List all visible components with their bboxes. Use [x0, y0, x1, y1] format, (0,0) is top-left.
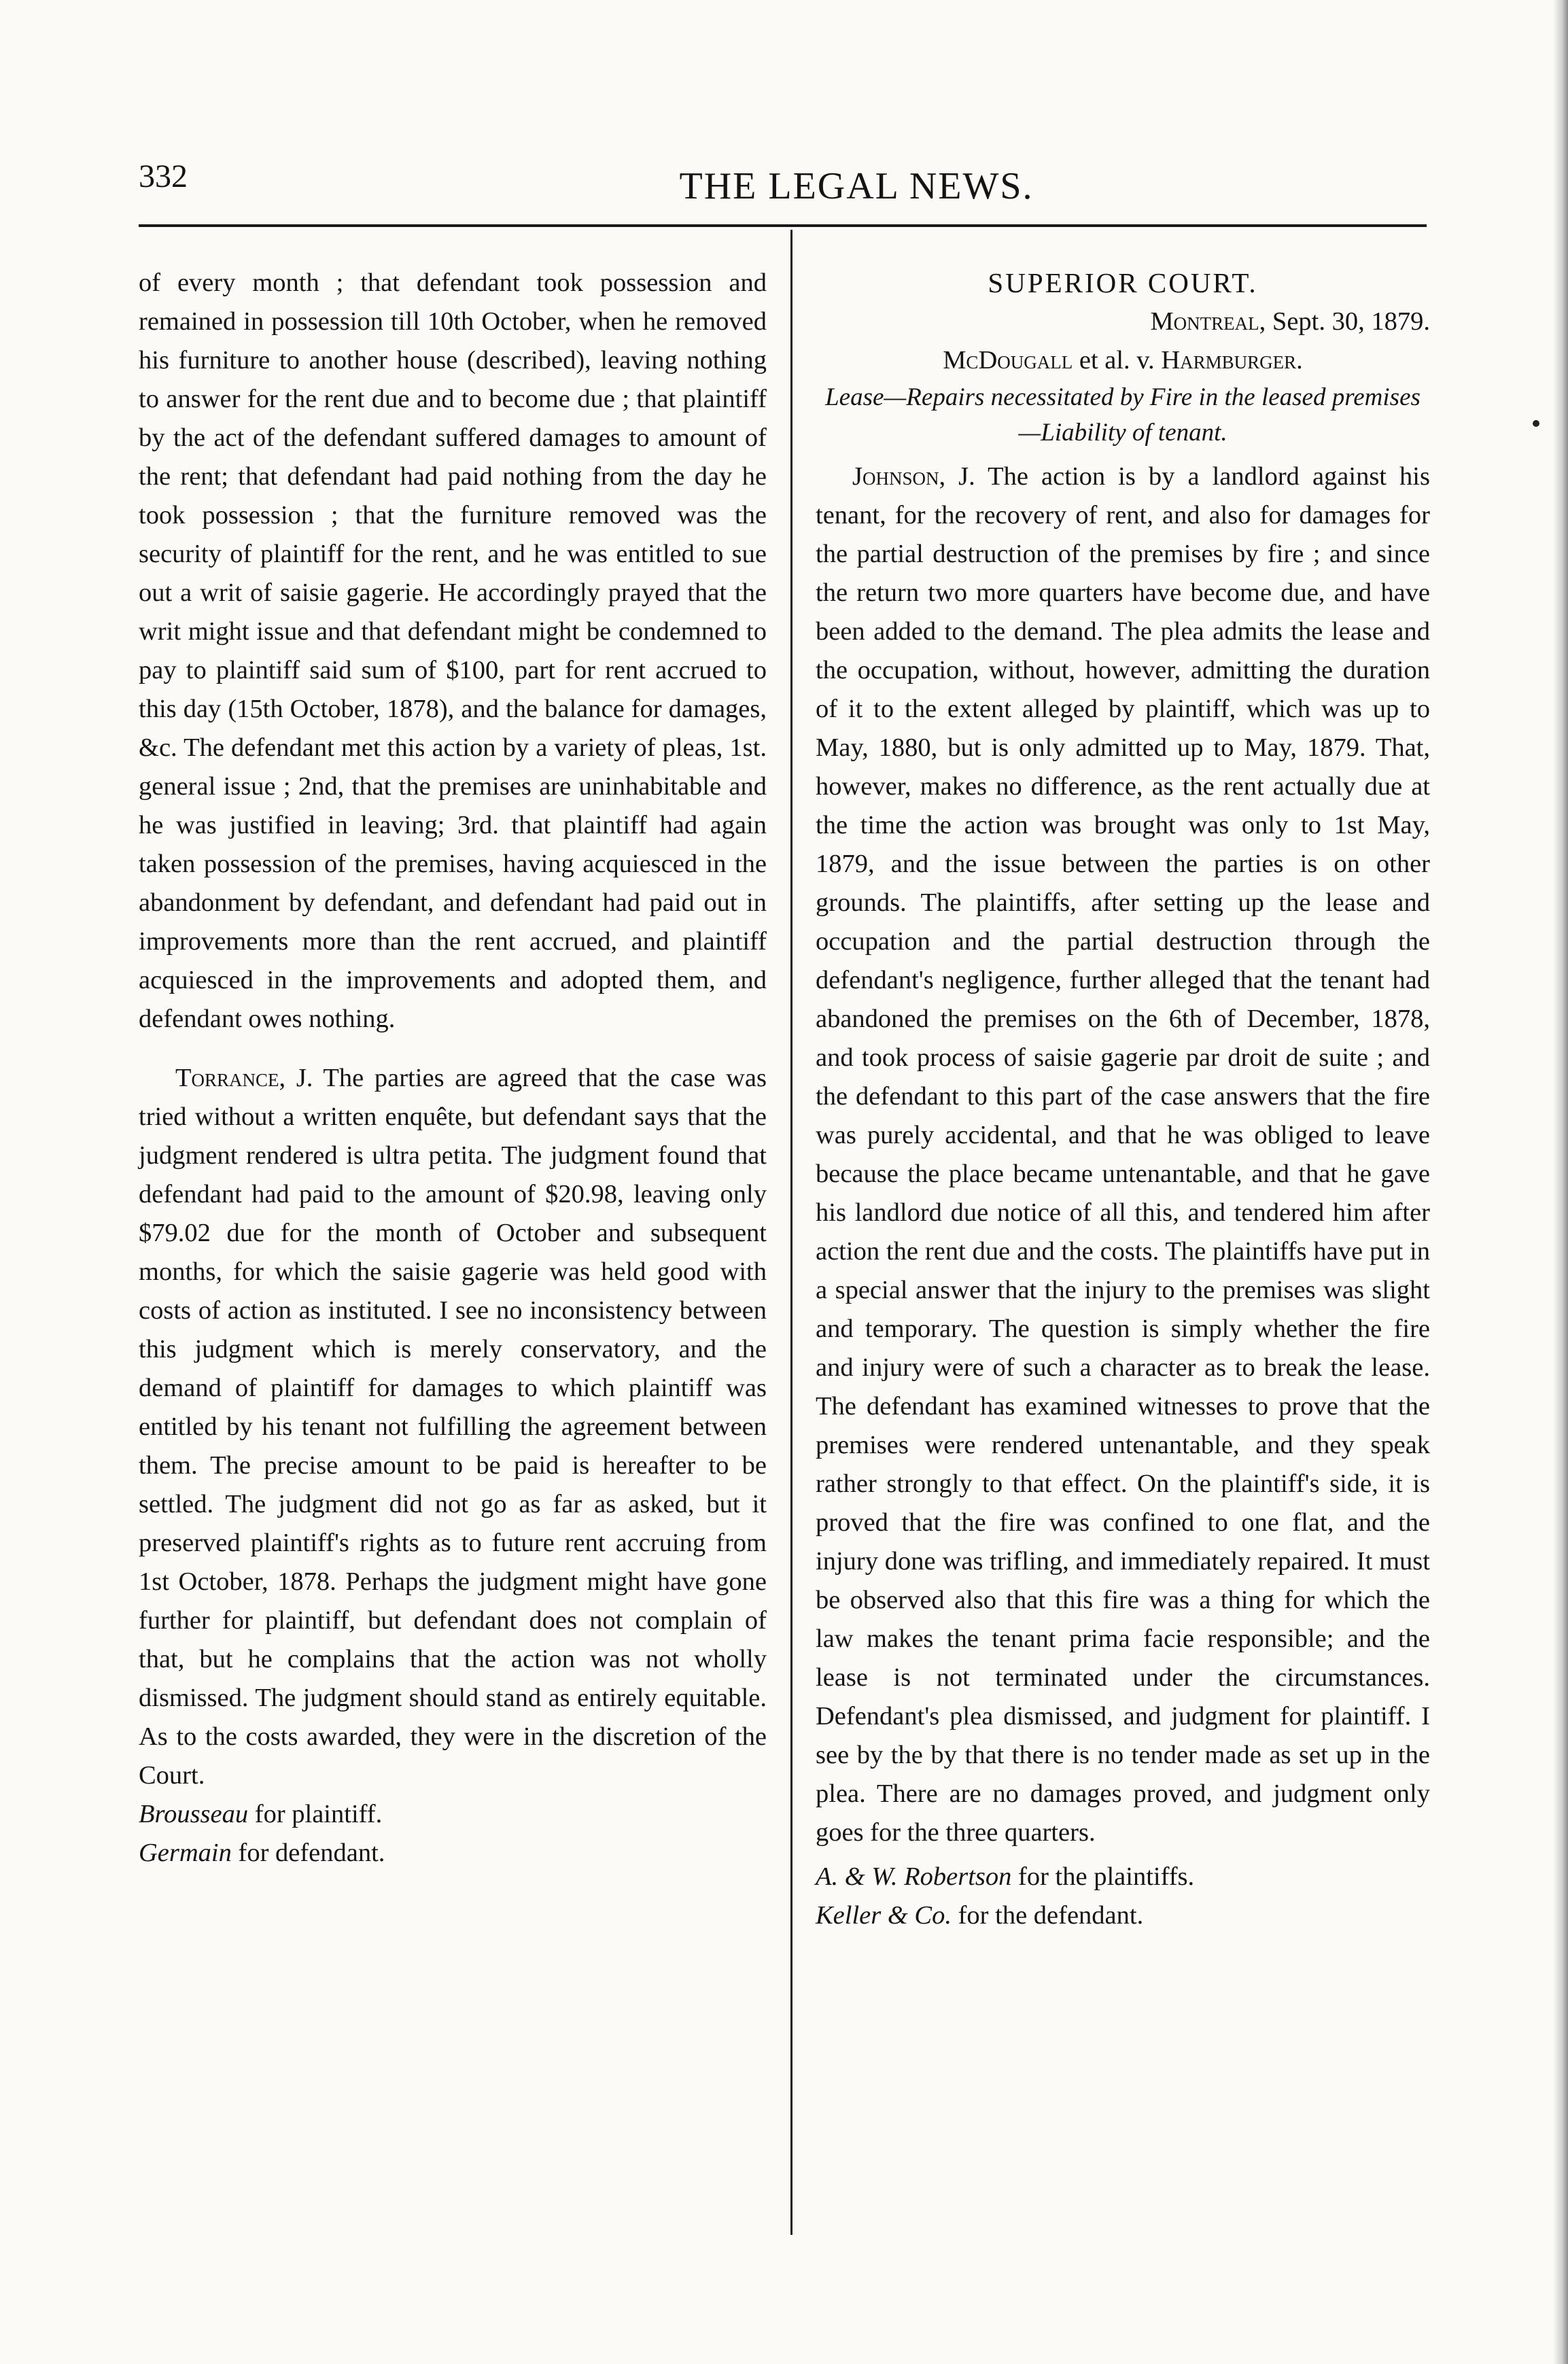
left-column [139, 264, 767, 1873]
left-paragraph-2-text: The parties are agreed that the case was tried without a written enquête, but defendant says that the judgment rendered is ultra petita. The judgment found that defendant had paid to the amount of $20.98, leaving only $79.02 due for the month of October and subsequent months, for which the saisie gagerie was held good with costs of action as instituted. I see no inconsistency between this judgment which is merely conservatory, and the demand of plaintiff for damages to which plaintiff was entitled by his tenant not fulfilling the agreement between them. The precise amount to be paid is hereafter to be settled. The judgment did not go as far as asked, but it preserved plaintiff's rights as to future rent accruing from 1st October, 1878. Perhaps the judgment might have gone further for plaintiff, but defendant does not complain of that, but he complains that the action was not wholly dismissed. The judgment should stand as entirely equitable. As to the costs awarded, they were in the discretion of the Court. [139, 1064, 767, 1790]
judge-name-johnson: Johnson, J. [852, 462, 975, 491]
left-paragraph-1: of every month ; that defendant took possession and remained in possession till 10th October, when he removed his furniture to another house (described), leaving nothing to answer for the rent due and to become due ; that plaintiff by the act of the defendant suffered damages to amount of the rent; that defendant had paid nothing from the day he took possession ; that the furniture removed was the security of plaintiff for the rent, and he was entitled to sue out a writ of saisie gagerie. He accordingly prayed that the writ might issue and that defendant might be condemned to pay to plaintiff said sum of $100, part for rent accrued to this day (15th October, 1878), and the balance for damages, &c. The defendant met this action by a variety of pleas, 1st. general issue ; 2nd, that the premises are uninhabitable and he was justified in leaving; 3rd. that plaintiff had again taken possession of the premises, having acquiesced in the abandonment by defendant, and defendant had paid out in improvements more than the rent accrued, and plaintiff acquiesced in the improvements and adopted them, and defendant owes nothing. [139, 268, 767, 1033]
place: Montreal, [1150, 307, 1266, 336]
party-one: McDougall [943, 346, 1073, 375]
counsel-defendant-right [816, 1896, 1430, 1935]
counsel-defendant-right-role: for the defendant. [958, 1901, 1144, 1930]
party-two: Harmburger. [1161, 346, 1303, 375]
counsel-plaintiffs-name: A. & W. Robertson [816, 1862, 1012, 1891]
counsel-plaintiffs-role: for the plaintiffs. [1018, 1862, 1195, 1891]
headnote: Lease—Repairs necessitated by Fire in the leased premises—Liability of tenant. [825, 383, 1421, 447]
counsel-defendant-right-name: Keller & Co. [816, 1901, 952, 1930]
court-title: SUPERIOR COURT. [988, 267, 1258, 298]
column-divider [790, 230, 792, 2235]
header-rule [139, 224, 1427, 227]
counsel-plaintiffs [816, 1858, 1430, 1896]
case-name [816, 341, 1430, 380]
counsel-plaintiff-name: Brousseau [139, 1800, 249, 1828]
date-line [816, 302, 1430, 341]
versus: et al. v. [1079, 346, 1155, 375]
date: Sept. 30, 1879. [1272, 307, 1430, 336]
margin-dot [1533, 420, 1539, 427]
page-number: 332 [139, 158, 188, 194]
counsel-defendant [139, 1834, 767, 1873]
opinion-paragraph [816, 457, 1430, 1852]
left-paragraph-2 [139, 1059, 767, 1795]
counsel-plaintiff [139, 1795, 767, 1834]
scan-edge-shadow [1553, 0, 1568, 2364]
counsel-defendant-name: Germain [139, 1839, 232, 1867]
running-head: THE LEGAL NEWS. [679, 165, 1034, 207]
opinion-text: The action is by a landlord against his tenant, for the recovery of rent, and also for damages for the partial destruction of the premises by fire ; and since the return two more quarters have become due, and have been added to the demand. The plea admits the lease and the occupation, without, however, admitting the duration of it to the extent alleged by plaintiff, which was up to May, 1880, but is only admitted up to May, 1879. That, however, makes no difference, as the rent actually due at the time the action was brought was only to 1st May, 1879, and the issue between the parties is on other grounds. The plaintiffs, after setting up the lease and occupation and the partial destruction through the defendant's negligence, further alleged that the tenant had abandoned the premises on the 6th of December, 1878, and took process of saisie gagerie par droit de suite ; and the defendant to this part of the case answers that the fire was purely accidental, and that he was obliged to leave because the place became untenantable, and that he gave his landlord due notice of all this, and tendered him after action the rent due and the costs. The plaintiffs have put in a special answer that the injury to the premises was slight and temporary. The question is simply whether the fire and injury were of such a character as to break the lease. The defendant has examined witnesses to prove that the premises were rendered untenantable, and they speak rather strongly to that effect. On the plaintiff's side, it is proved that the fire was confined to one flat, and the injury done was trifling, and immediately repaired. It must be observed also that this fire was a thing for which the law makes the tenant prima facie responsible; and the lease is not terminated under the circumstances. Defendant's plea dismissed, and judgment for plaintiff. I see by the by that there is no tender made as set up in the plea. There are no damages proved, and judgment only goes for the three quarters. [816, 462, 1430, 1847]
right-column [816, 264, 1430, 1935]
counsel-plaintiff-role: for plaintiff. [254, 1800, 383, 1828]
counsel-defendant-role: for defendant. [238, 1839, 385, 1867]
judge-name-torrance: Torrance, J. [175, 1064, 313, 1092]
